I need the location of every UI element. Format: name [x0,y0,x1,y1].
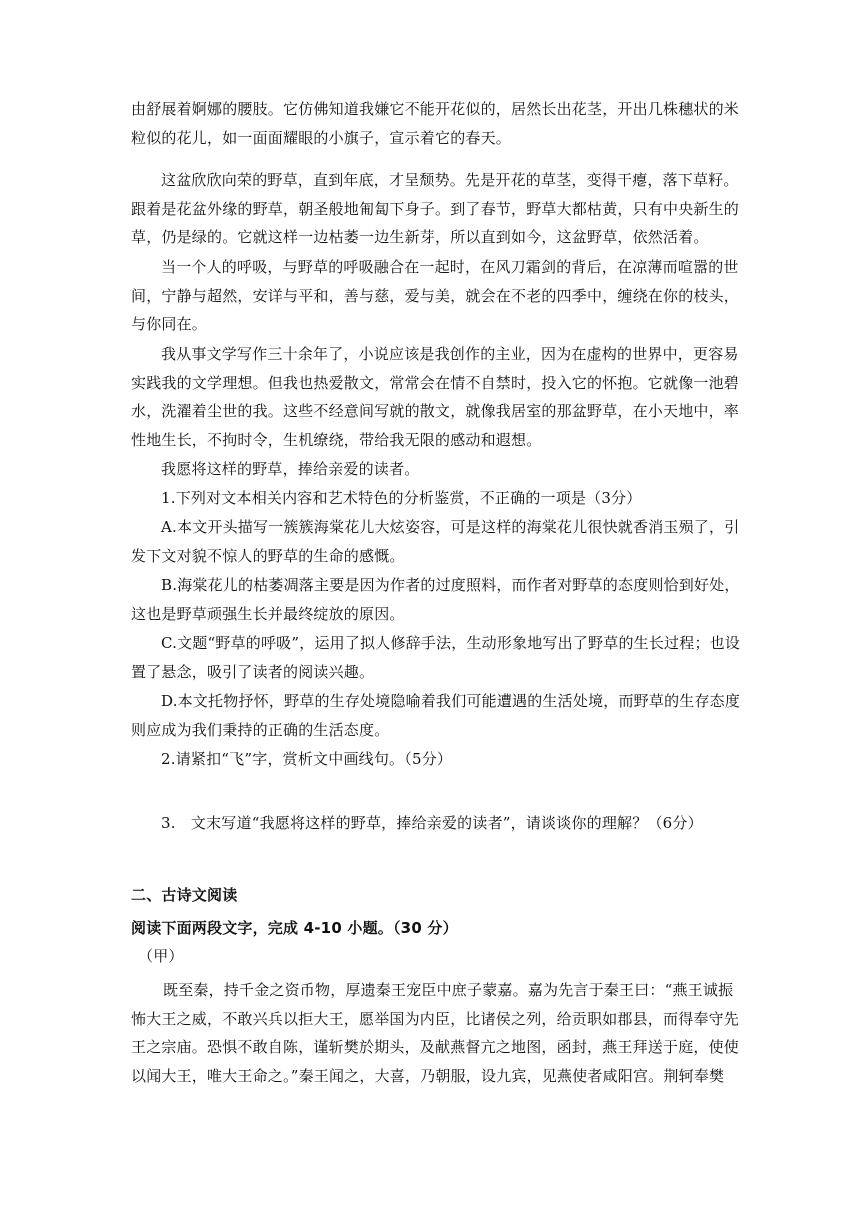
essay-paragraph-4: 我愿将这样的野草，捧给亲爱的读者。 [161,460,420,478]
question-1-option-a: A.本文开头描写一簇簇海棠花儿大炫姿容，可是这样的海棠花儿很快就香消玉殒了，引发下文对貌不惊人的野草的生命的感慨。 [131,518,740,565]
passage-jia-label: （甲） [138,947,184,965]
essay-paragraph-2: 当一个人的呼吸，与野草的呼吸融合在一起时，在风刀霜剑的背后，在凉薄而喧嚣的世间，宁静与超然，安详与平和，善与慈，爱与美，就会在不老的四季中，缠绕在你的枝头，与你同在。 [131,258,740,333]
essay-paragraph-3: 我从事文学写作三十余年了，小说应该是我创作的主业，因为在虚构的世界中，更容易实践我的文学理想。但我也热爱散文，常常会在情不自禁时，投入它的怀抱。它就像一池碧水，洗濯着尘世的我。这些不经意间写就的散文，就像我居室的那盆野草，在小天地中，率性地生长，不拘时令，生机缭绕，带给我无限的感动和遐想。 [131,345,740,449]
question-1: 1.下列对文本相关内容和艺术特色的分析鉴赏，不正确的一项是（3分） [161,489,642,507]
essay-paragraph-1: 这盆欣欣向荣的野草，直到年底，才呈颓势。先是开花的草茎，变得干瘪，落下草籽。跟着是花盆外缘的野草，朝圣般地匍匐下身子。到了春节，野草大都枯黄，只有中央新生的草，仍是绿的。它就这样一边枯萎一边生新芽，所以直到如今，这盆野草，依然活着。 [131,171,740,246]
question-3: 3. 文末写道“我愿将这样的野草，捧给亲爱的读者”，请谈谈你的理解？（6分） [161,814,703,832]
section-2-title: 二、古诗文阅读 [131,886,238,904]
question-1-option-d: D.本文托物抒怀，野草的生存处境隐喻着我们可能遭遇的生活处境，而野草的生存态度则应成为我们秉持的正确的生活态度。 [131,692,741,739]
question-2: 2.请紧扣“飞”字，赏析文中画线句。（5分） [161,750,453,768]
passage-jia-text: 既至秦，持千金之资币物，厚遗秦王宠臣中庶子蒙嘉。嘉为先言于秦王曰：“燕王诚振怖大王之威，不敢兴兵以拒大王，愿举国为内臣，比诸侯之列，给贡职如郡县，而得奉守先王之宗庙。恐惧不敢自陈，谨斩樊於期头，及献燕督亢之地图，函封，燕王拜送于庭，使使以闻大王，唯大王命之。”秦王闻之，大喜，乃朝服，设九宾，见燕使者咸阳宫。荆轲奉樊 [131,981,740,1085]
essay-paragraph-0: 由舒展着婀娜的腰肢。它仿佛知道我嫌它不能开花似的，居然长出花茎，开出几株穗状的米粒似的花儿，如一面面耀眼的小旗子，宣示着它的春天。 [131,100,740,147]
question-1-option-c: C.文题“野草的呼吸”，运用了拟人修辞手法，生动形象地写出了野草的生长过程；也设置了悬念，吸引了读者的阅读兴趣。 [131,634,741,681]
question-1-option-b: B.海棠花儿的枯萎凋落主要是因为作者的过度照料，而作者对野草的态度则恰到好处，这也是野草顽强生长并最终绽放的原因。 [131,576,740,623]
section-2-instruction: 阅读下面两段文字，完成 4-10 小题。（30 分） [131,919,458,937]
